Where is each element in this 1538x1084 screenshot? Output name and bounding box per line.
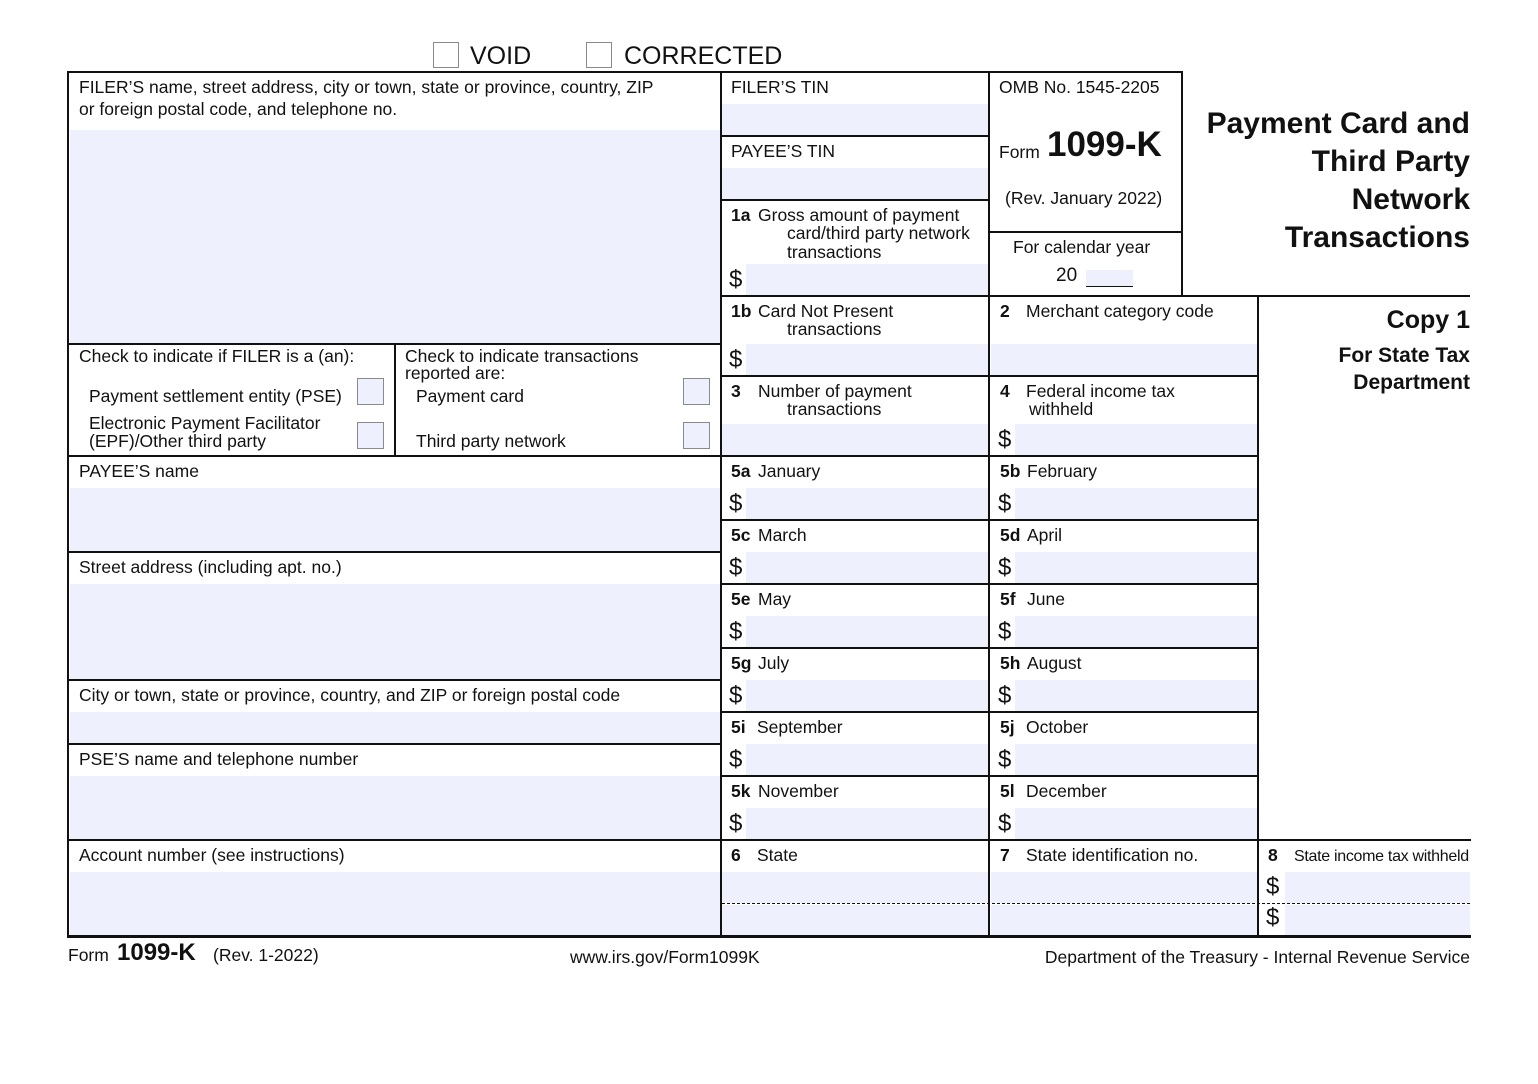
box-5f-dollar: $ (998, 618, 1012, 645)
box-5f-field[interactable] (1015, 616, 1257, 647)
box-1a-label-cont2: transactions (787, 242, 882, 262)
transactions-type-label: Check to indicate transactions (405, 346, 639, 366)
box-5d-field[interactable] (1015, 552, 1257, 583)
filer-name-field[interactable] (70, 130, 720, 343)
box-8-label: State income tax withheld (1294, 848, 1469, 865)
box-5e-dollar: $ (729, 618, 743, 645)
box-5c-number: 5c (731, 525, 751, 545)
year-input[interactable] (1086, 270, 1133, 287)
box-5i-number: 5i (731, 717, 746, 737)
box-5k-label: November (758, 781, 839, 801)
box-5h-number: 5h (1000, 653, 1021, 673)
payment-card-checkbox[interactable] (683, 378, 710, 405)
void-checkbox[interactable] (433, 42, 459, 68)
payee-name-label: PAYEE’S name (79, 461, 199, 481)
box-1b-field[interactable] (746, 344, 988, 375)
transactions-type-label-cont: reported are: (405, 363, 506, 383)
box-1a-dollar: $ (729, 266, 743, 293)
pse-label: Payment settlement entity (PSE) (89, 386, 342, 406)
box-5b-number: 5b (1000, 461, 1021, 481)
copy-for-line-2: Department (1353, 371, 1470, 394)
box-5e-field[interactable] (746, 616, 988, 647)
box-5l-label: December (1026, 781, 1107, 801)
box-1a-field[interactable] (746, 264, 988, 295)
box-1a-label: Gross amount of payment (758, 205, 960, 225)
box-5a-dollar: $ (729, 490, 743, 517)
box-5a-label: January (758, 461, 821, 481)
box-2-label: Merchant category code (1026, 301, 1214, 321)
void-label: VOID (470, 42, 532, 70)
box-5d-dollar: $ (998, 554, 1012, 581)
pse-checkbox[interactable] (357, 378, 384, 405)
box-5c-field[interactable] (746, 552, 988, 583)
box-3-field[interactable] (722, 424, 988, 455)
payee-tin-field[interactable] (722, 168, 988, 199)
account-number-label: Account number (see instructions) (79, 845, 345, 865)
box-5d-number: 5d (1000, 525, 1021, 545)
box-5j-label: October (1026, 717, 1089, 737)
footer-revision: (Rev. 1-2022) (213, 945, 319, 965)
footer-url: www.irs.gov/Form1099K (570, 947, 760, 967)
copy-for-line-1: For State Tax (1338, 344, 1470, 367)
box-5l-dollar: $ (998, 810, 1012, 837)
box-5b-label: February (1027, 461, 1098, 481)
corrected-label: CORRECTED (624, 42, 783, 70)
box-5f-number: 5f (1000, 589, 1016, 609)
box-1b-label: Card Not Present (758, 301, 894, 321)
box-5k-number: 5k (731, 781, 751, 801)
payee-tin-label: PAYEE’S TIN (731, 141, 836, 161)
box-5j-field[interactable] (1015, 744, 1257, 775)
box-3-label: Number of payment (758, 381, 912, 401)
filer-name-label: FILER’S name, street address, city or town, state or province, country, ZIP (79, 77, 654, 97)
box-1b-number: 1b (731, 301, 752, 321)
box-7-label: State identification no. (1026, 845, 1199, 865)
epf-label: Electronic Payment Facilitator (89, 413, 321, 433)
box-6-field-1[interactable] (722, 872, 988, 903)
pse-name-field[interactable] (70, 776, 720, 839)
copy-label: Copy 1 (1386, 306, 1470, 334)
box-6-field-2[interactable] (722, 905, 988, 935)
form-title-line-1: Payment Card and (1206, 107, 1470, 140)
revision-date: (Rev. January 2022) (1005, 188, 1163, 208)
city-field[interactable] (70, 712, 720, 743)
box-5h-dollar: $ (998, 682, 1012, 709)
footer-form-word: Form (68, 945, 109, 965)
year-prefix: 20 (1056, 265, 1078, 286)
box-7-number: 7 (1000, 845, 1010, 865)
footer-form-number: 1099-K (117, 939, 196, 966)
box-5i-dollar: $ (729, 746, 743, 773)
filer-tin-label: FILER’S TIN (731, 77, 829, 97)
box-5f-label: June (1027, 589, 1065, 609)
box-5b-dollar: $ (998, 490, 1012, 517)
box-1b-label-cont: transactions (787, 319, 882, 339)
box-5h-field[interactable] (1015, 680, 1257, 711)
box-5g-dollar: $ (729, 682, 743, 709)
form-title-line-4: Transactions (1284, 221, 1470, 254)
box-5g-number: 5g (731, 653, 752, 673)
box-4-label-cont: withheld (1029, 399, 1094, 419)
box-5b-field[interactable] (1015, 488, 1257, 519)
box-5i-field[interactable] (746, 744, 988, 775)
calendar-year-label: For calendar year (1013, 237, 1151, 257)
box-5i-label: September (757, 717, 843, 737)
filer-type-label: Check to indicate if FILER is a (an): (79, 346, 355, 366)
box-2-number: 2 (1000, 301, 1010, 321)
box-5h-label: August (1027, 653, 1082, 673)
box-5c-label: March (758, 525, 807, 545)
box-5d-label: April (1027, 525, 1063, 545)
box-7-field-2[interactable] (991, 905, 1257, 935)
street-address-field[interactable] (70, 584, 720, 679)
box-5l-number: 5l (1000, 781, 1015, 801)
epf-checkbox[interactable] (357, 422, 384, 449)
form-title-line-2: Third Party (1311, 145, 1470, 178)
box-5k-dollar: $ (729, 810, 743, 837)
footer-department: Department of the Treasury - Internal Revenue Service (1044, 947, 1470, 967)
filer-name-label-cont: or foreign postal code, and telephone no. (79, 99, 398, 119)
box-6-number: 6 (731, 845, 741, 865)
box-5a-field[interactable] (746, 488, 988, 519)
omb-number: OMB No. 1545-2205 (999, 77, 1160, 97)
city-label: City or town, state or province, country, and ZIP or foreign postal code (79, 685, 621, 705)
box-1a-label-cont: card/third party network (787, 223, 970, 243)
corrected-checkbox[interactable] (586, 42, 612, 68)
box-6-label: State (757, 845, 798, 865)
box-1b-dollar: $ (729, 346, 743, 373)
form-word: Form (999, 142, 1040, 162)
box-5j-number: 5j (1000, 717, 1015, 737)
box-2-field[interactable] (991, 344, 1257, 375)
payee-name-field[interactable] (70, 488, 720, 551)
account-number-field[interactable] (70, 872, 720, 935)
box-7-field-1[interactable] (991, 872, 1257, 903)
box-4-field[interactable] (1015, 424, 1257, 455)
box-4-label: Federal income tax (1026, 381, 1175, 401)
form-number: 1099-K (1047, 125, 1162, 164)
third-party-network-checkbox[interactable] (683, 422, 710, 449)
box-8-field-2[interactable] (1285, 905, 1470, 935)
box-5a-number: 5a (731, 461, 751, 481)
third-party-network-label: Third party network (416, 431, 566, 451)
box-5e-label: May (758, 589, 792, 609)
pse-name-label: PSE’S name and telephone number (79, 749, 359, 769)
box-4-dollar: $ (998, 426, 1012, 453)
box-5g-field[interactable] (746, 680, 988, 711)
box-5k-field[interactable] (746, 808, 988, 839)
street-address-label: Street address (including apt. no.) (79, 557, 342, 577)
box-8-dollar-1: $ (1266, 873, 1280, 900)
box-3-label-cont: transactions (787, 399, 882, 419)
box-5l-field[interactable] (1015, 808, 1257, 839)
payment-card-label: Payment card (416, 386, 524, 406)
epf-label-cont: (EPF)/Other third party (89, 431, 266, 451)
box-8-field-1[interactable] (1285, 872, 1470, 903)
box-1a-number: 1a (731, 205, 751, 225)
filer-tin-field[interactable] (722, 104, 988, 135)
box-8-number: 8 (1268, 845, 1278, 865)
box-5g-label: July (758, 653, 790, 673)
box-8-dollar-2: $ (1266, 904, 1280, 931)
box-5j-dollar: $ (998, 746, 1012, 773)
box-3-number: 3 (731, 381, 741, 401)
box-5c-dollar: $ (729, 554, 743, 581)
box-5e-number: 5e (731, 589, 751, 609)
box-4-number: 4 (1000, 381, 1010, 401)
form-title-line-3: Network (1351, 183, 1470, 216)
